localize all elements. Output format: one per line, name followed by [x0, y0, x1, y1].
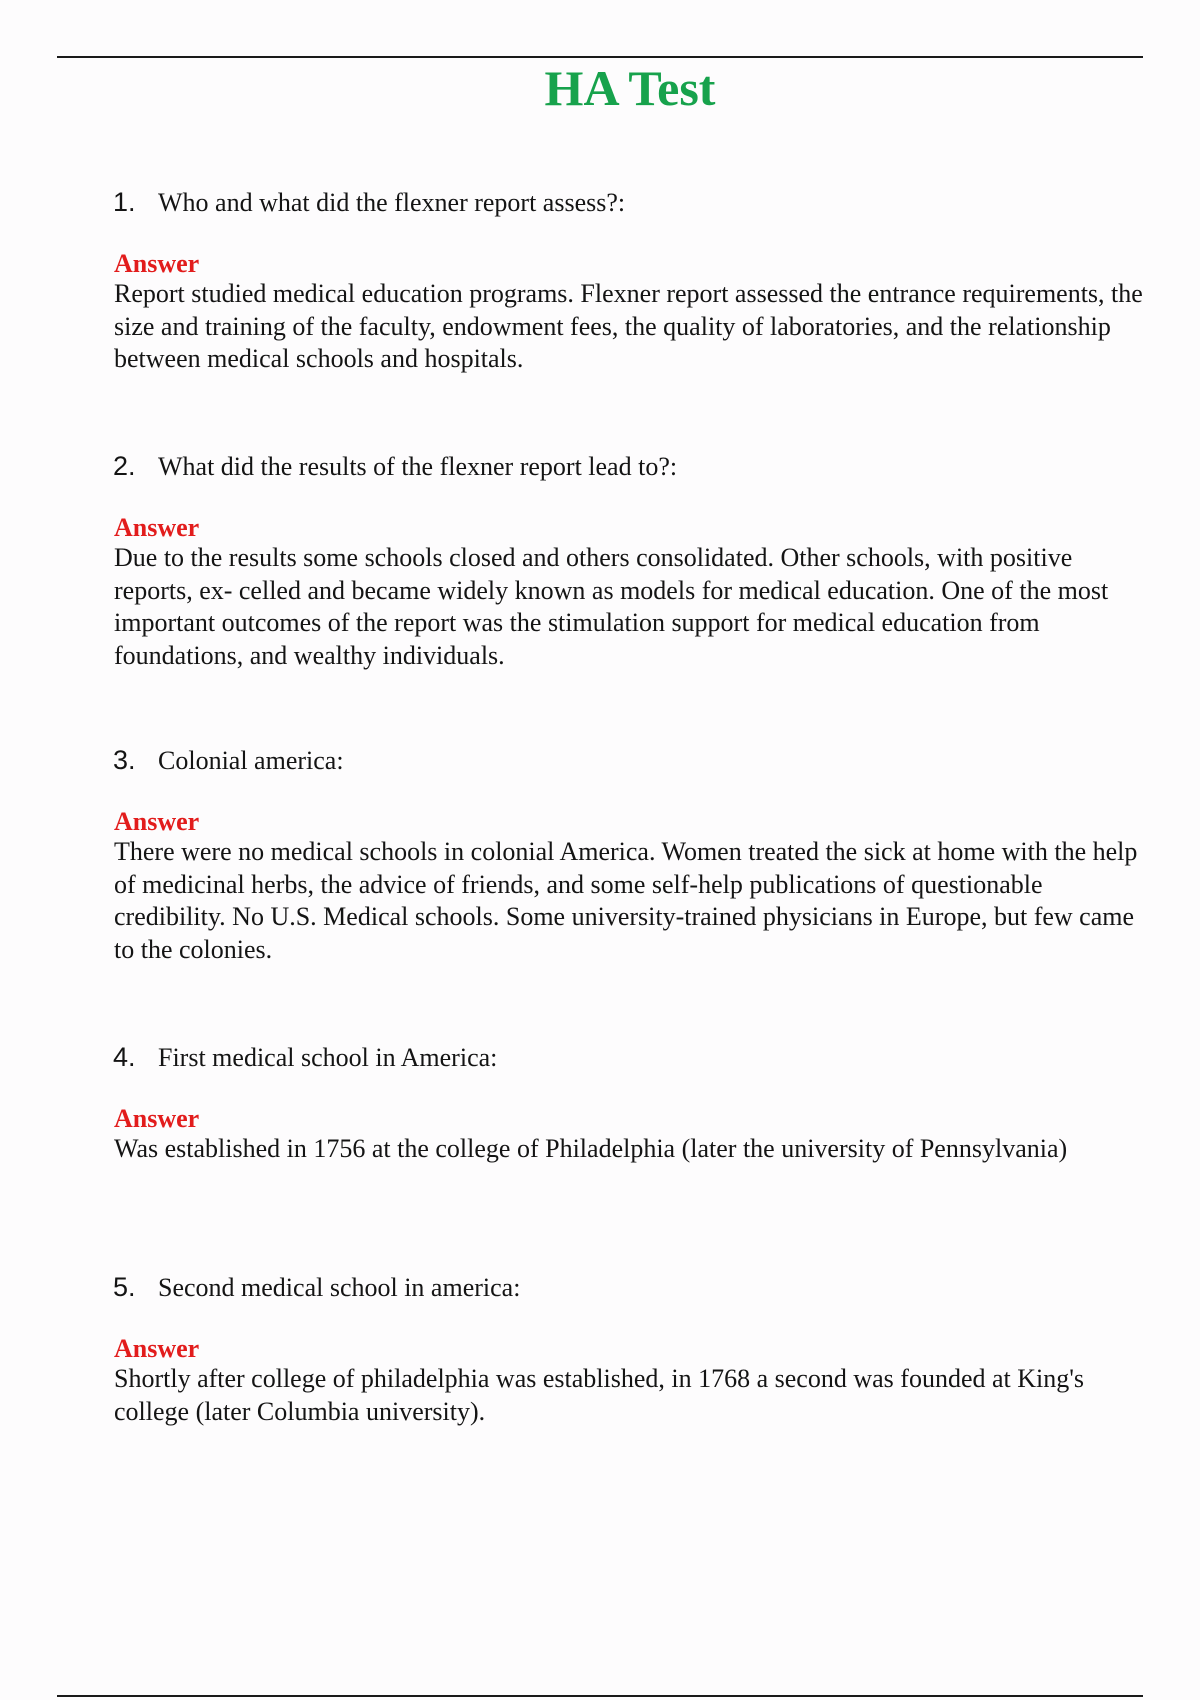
question — [113, 186, 625, 219]
answer-label: Answer — [114, 1104, 200, 1133]
question — [113, 1041, 497, 1074]
question-text: Colonial america: — [158, 746, 344, 775]
answer-label: Answer — [114, 249, 200, 278]
answer-text: Shortly after college of philadelphia was established, in 1768 a second was founded at King's college (later Columbia university). — [114, 1364, 1085, 1426]
question-number: 5. — [113, 1272, 136, 1302]
answer-text: Due to the results some schools closed and others consolidated. Other schools, with positive reports, ex- celled and became widely known as models for medical education. One of the most important outcomes of the report was the stimulation support for medical education from foundations, and wealthy individuals. — [114, 543, 1109, 670]
question-text: First medical school in America: — [158, 1043, 498, 1072]
question-number: 2. — [113, 451, 136, 481]
question-number: 3. — [113, 745, 136, 775]
answer-label: Answer — [114, 513, 200, 542]
answer-text: Was established in 1756 at the college of Philadelphia (later the university of Pennsylvania) — [114, 1134, 1068, 1163]
question-text: Who and what did the flexner report assess?: — [158, 188, 626, 217]
question-text: Second medical school in america: — [158, 1273, 521, 1302]
answer-text: Report studied medical education programs. Flexner report assessed the entrance requirements, the size and training of the faculty, endowment fees, the quality of laboratories, and the relationship between medical schools and hospitals. — [114, 279, 1143, 373]
answer-label: Answer — [114, 807, 200, 836]
question-number: 4. — [113, 1042, 136, 1072]
question-number: 1. — [113, 187, 136, 217]
page-title: HA Test — [544, 60, 716, 116]
question — [113, 1271, 520, 1304]
answer-label: Answer — [114, 1334, 200, 1363]
question-text: What did the results of the flexner report lead to?: — [158, 452, 678, 481]
question — [113, 744, 344, 777]
question — [113, 450, 677, 483]
answer-text: There were no medical schools in colonial America. Women treated the sick at home with the help of medicinal herbs, the advice of friends, and some self-help publications of questionable credibility. No U.S. Medical schools. Some university-trained physicians in Europe, but few came to the colonies. — [114, 837, 1138, 964]
bottom-rule — [57, 1695, 1143, 1697]
